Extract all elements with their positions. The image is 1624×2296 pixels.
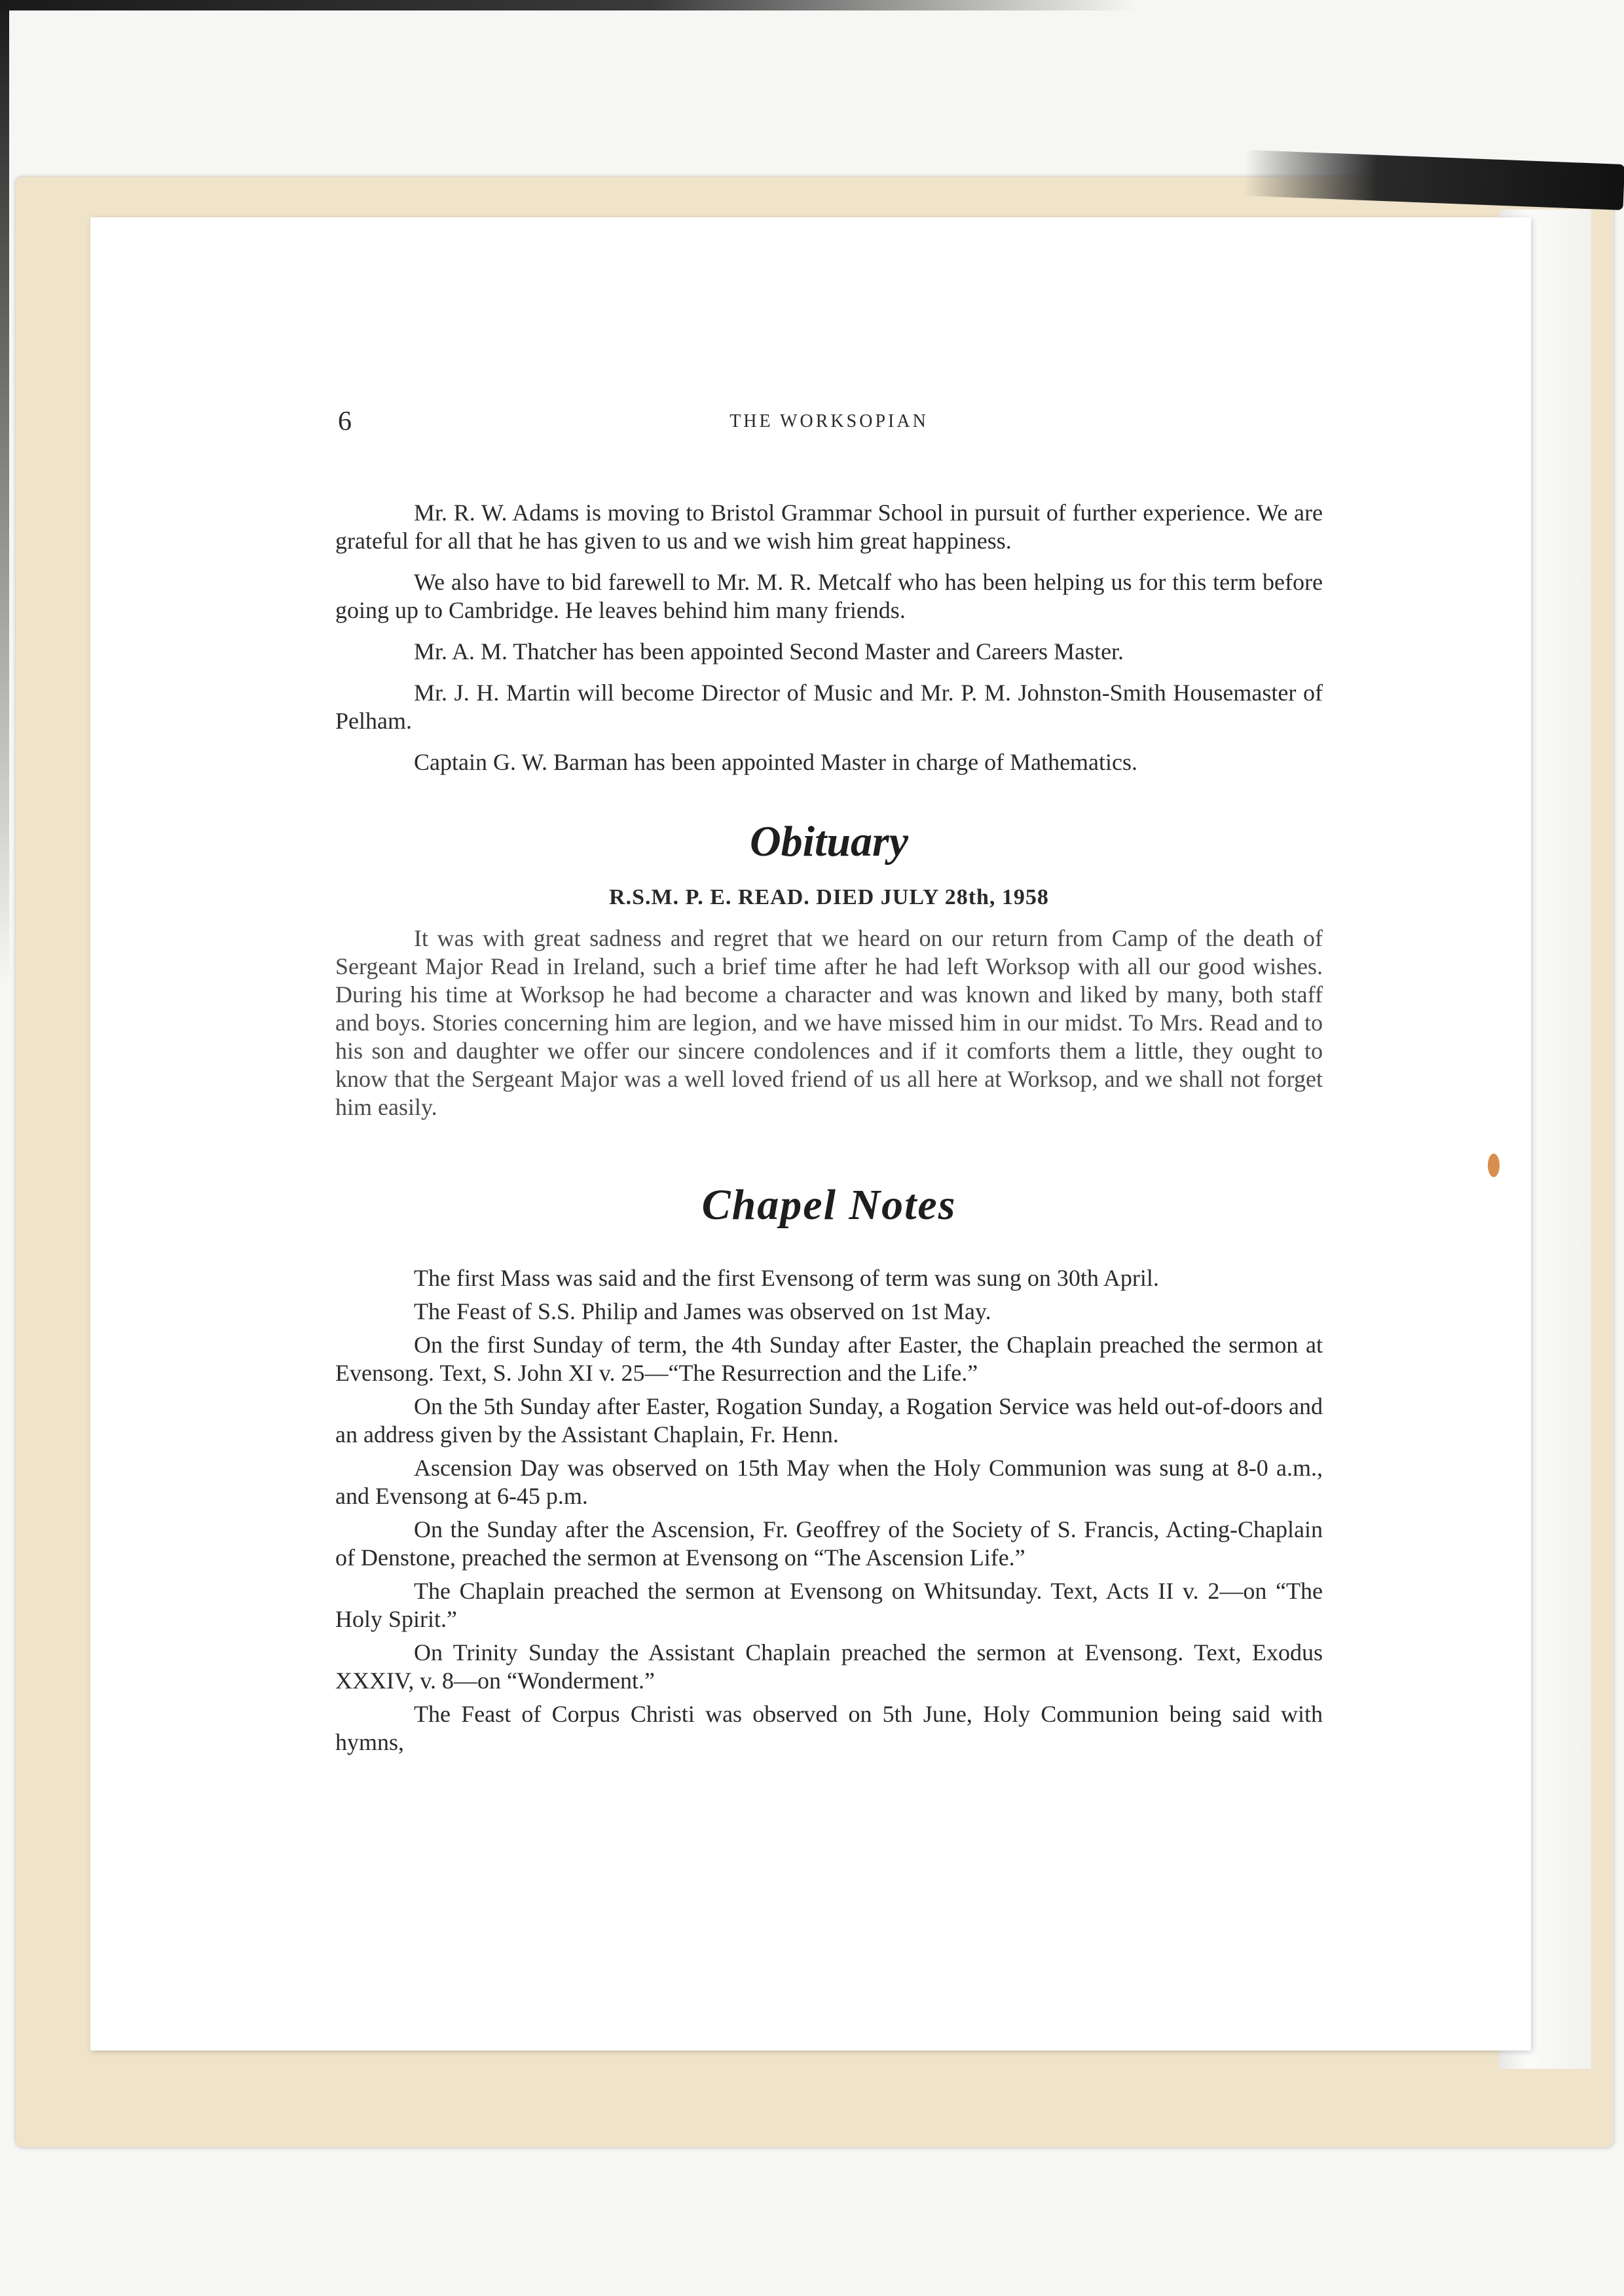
chapel-note: On the 5th Sunday after Easter, Rogation Sunday, a Rogation Service was held out-of-doors and an address given by the Assistant Chaplain, Fr. Henn. <box>335 1393 1323 1448</box>
staff-note: Mr. J. H. Martin will become Director of Music and Mr. P. M. Johnston-Smith Housemaster of Pelham. <box>335 680 1323 734</box>
chapel-note: The Feast of S.S. Philip and James was observed on 1st May. <box>414 1298 991 1324</box>
staff-note: Mr. A. M. Thatcher has been appointed Second Master and Careers Master. <box>414 638 1124 665</box>
chapel-note: The Feast of Corpus Christi was observed on 5th June, Holy Communion being said with hymns, <box>335 1701 1323 1755</box>
obituary-heading: R.S.M. P. E. READ. DIED JULY 28th, 1958 <box>609 885 1049 909</box>
rust-stain <box>1488 1154 1500 1177</box>
staff-note: We also have to bid farewell to Mr. M. R. Metcalf who has been helping us for this term before going up to Cambridge. He leaves behind him many friends. <box>335 569 1323 623</box>
staff-notes <box>335 499 1323 776</box>
obituary-text: It was with great sadness and regret that we heard on our return from Camp of the death of Sergeant Major Read in Ireland, such a brief time after he had left Worksop with all our good wishes. During his time at Worksop he had become a character and was known and liked by many, both staff and boys. Stories concerning him are legion, and we have missed him in our midst. To Mrs. Read and to his son and daughter we offer our sincere condolences and if it comforts them a little, they ought to know that the Sergeant Major was a well loved friend of us all here at Worksop, and we shall not forget him easily. <box>335 925 1323 1120</box>
obituary-title: Obituary <box>749 818 909 866</box>
page-number: 6 <box>338 407 352 437</box>
chapel-note: The Chaplain preached the sermon at Evensong on Whitsunday. Text, Acts II v. 2—on “The Holy Spirit.” <box>335 1578 1323 1632</box>
staff-note: Captain G. W. Barman has been appointed Master in charge of Mathematics. <box>414 749 1138 775</box>
scanner-shadow-top <box>0 0 1624 10</box>
page-content <box>335 406 1323 1762</box>
chapel-note: On Trinity Sunday the Assistant Chaplain preached the sermon at Evensong. Text, Exodus XXXIV, v. 8—on “Wonderment.” <box>335 1639 1323 1694</box>
chapel-note: The first Mass was said and the first Evensong of term was sung on 30th April. <box>414 1265 1159 1291</box>
chapel-note: On the Sunday after the Ascension, Fr. Geoffrey of the Society of S. Francis, Acting-Chaplain of Denstone, preached the sermon at Evensong on “The Ascension Life.” <box>335 1516 1323 1571</box>
chapel-note: Ascension Day was observed on 15th May when the Holy Communion was sung at 8-0 a.m., and Evensong at 6-45 p.m. <box>335 1455 1323 1509</box>
running-head <box>335 406 1323 445</box>
staff-note: Mr. R. W. Adams is moving to Bristol Grammar School in pursuit of further experience. We are grateful for all that he has given to us and we wish him great happiness. <box>335 500 1323 554</box>
chapel-notes <box>335 1264 1323 1757</box>
chapel-note: On the first Sunday of term, the 4th Sunday after Easter, the Chaplain preached the sermon at Evensong. Text, S. John XI v. 25—“The Resurrection and the Life.” <box>335 1332 1323 1386</box>
scanner-shadow-left <box>0 0 9 982</box>
journal-title: THE WORKSOPIAN <box>729 411 929 431</box>
chapel-notes-title: Chapel Notes <box>701 1181 957 1229</box>
